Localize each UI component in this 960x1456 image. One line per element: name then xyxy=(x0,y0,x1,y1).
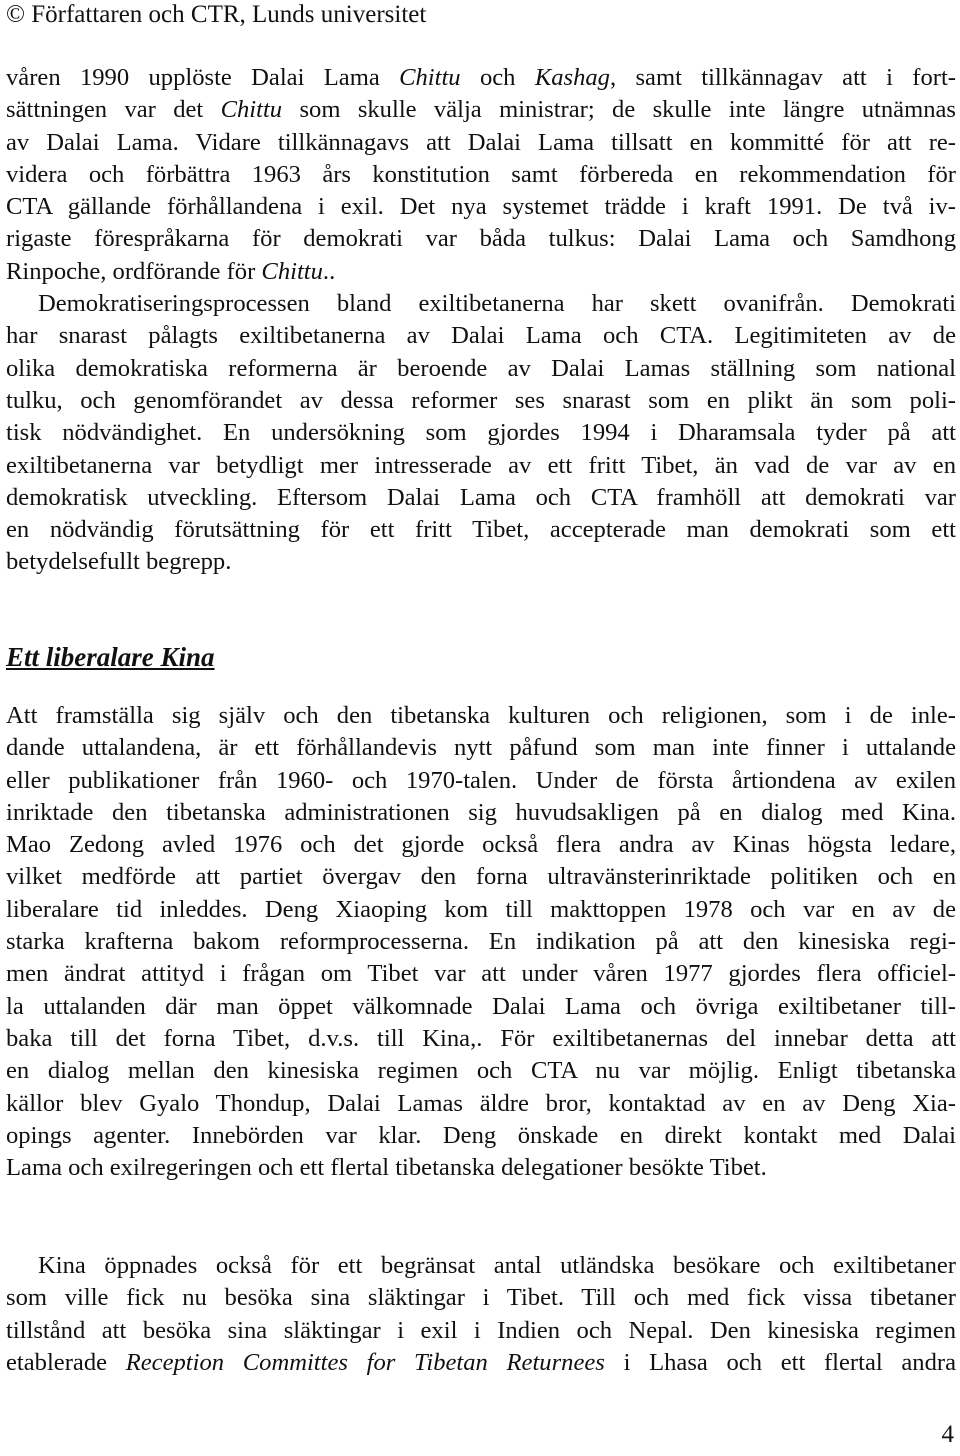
paragraph-democratization xyxy=(6,62,956,579)
text-line: Demokratiseringsprocessen bland exiltibetanerna har skett ovanifrån. Demokrati xyxy=(38,290,956,318)
text-line: betydelsefullt begrepp. xyxy=(6,548,232,576)
text-line: Lama och exilregeringen och ett flertal tibetanska delegationer besökte Tibet. xyxy=(6,1154,767,1182)
text-line: demokratisk utveckling. Eftersom Dalai Lama och CTA framhöll att demokrati var xyxy=(6,483,956,511)
text-line: CTA gällande förhållandena i exil. Det nya systemet trädde i kraft 1991. De två iv- xyxy=(6,193,956,221)
text-line: eller publikationer från 1960- och 1970-talen. Under de första årtiondena av exilen xyxy=(6,766,956,794)
text-line: som ville fick nu besöka sina släktingar i Tibet. Till och med fick vissa tibetaner xyxy=(6,1284,956,1312)
text-line: våren 1990 upplöste Dalai Lama Chittu och Kashag, samt tillkännagav att i fort- xyxy=(6,64,956,91)
text-line: tisk nödvändighet. En undersökning som gjordes 1994 i Dharamsala tyder på att xyxy=(6,419,956,447)
text-line: en dialog mellan den kinesiska regimen och CTA nu var möjlig. Enligt tibetanska xyxy=(6,1057,956,1085)
text-line: sättningen var det Chittu som skulle välja ministrar; de skulle inte längre utnämnas xyxy=(6,96,957,124)
text-line: en nödvändig förutsättning för ett fritt Tibet, accepterade man demokrati som ett xyxy=(6,516,956,544)
text-line: la uttalanden där man öppet välkomnade Dalai Lama och övriga exiltibetaner till- xyxy=(6,992,956,1020)
text-line: men ändrat attityd i frågan om Tibet var att under våren 1977 gjordes flera officiel- xyxy=(6,960,956,988)
paragraph-liberal-china xyxy=(6,700,956,1184)
text-line: har snarast pålagts exiltibetanerna av Dalai Lama och CTA. Legitimiteten av de xyxy=(6,322,956,350)
text-line: baka till det forna Tibet, d.v.s. till Kina,. För exiltibetanernas del innebar detta att xyxy=(6,1024,956,1052)
text-line: liberalare tid inleddes. Deng Xiaoping kom till makttoppen 1978 och var en av de xyxy=(6,895,956,923)
text-line: dande uttalandena, är ett förhållandevis nytt påfund som man inte finner i uttalande xyxy=(6,734,956,762)
text-line: opings agenter. Innebörden var klar. Deng önskade en direkt kontakt med Dalai xyxy=(6,1121,956,1149)
text-line: av Dalai Lama. Vidare tillkännagavs att Dalai Lama tillsatt en kommitté för att re- xyxy=(6,128,956,156)
text-line: källor blev Gyalo Thondup, Dalai Lamas äldre bror, kontaktad av en av Deng Xia- xyxy=(6,1089,956,1117)
text-line: starka krafterna bakom reformprocesserna. En indikation på att den kinesiska regi- xyxy=(6,928,956,956)
text-line: Mao Zedong avled 1976 och det gjorde också flera andra av Kinas högsta ledare, xyxy=(6,831,956,859)
text-line: Rinpoche, ordförande för Chittu.. xyxy=(6,257,336,285)
text-line: tulku, och genomförandet av dessa reformer ses snarast som en plikt än som poli- xyxy=(6,386,956,414)
text-line: tillstånd att besöka sina släktingar i exil i Indien och Nepal. Den kinesiska regimen xyxy=(6,1316,956,1344)
text-line: Kina öppnades också för ett begränsat antal utländska besökare och exiltibetaner xyxy=(38,1252,956,1279)
text-line: Att framställa sig själv och den tibetanska kulturen och religionen, som i de inle- xyxy=(6,702,956,729)
page-number: 4 xyxy=(941,1421,954,1448)
text-line: olika demokratiska reformerna är beroende av Dalai Lamas ställning som national xyxy=(6,354,956,382)
text-line: rigaste förespråkarna för demokrati var båda tulkus: Dalai Lama och Samdhong xyxy=(6,225,956,253)
text-line: videra och förbättra 1963 års konstitution samt förbereda en rekommendation för xyxy=(6,160,956,188)
text-line: etablerade Reception Committes for Tibetan Returnees i Lhasa och ett flertal andra xyxy=(6,1348,956,1376)
section-heading: Ett liberalare Kina xyxy=(6,642,215,672)
text-line: inriktade den tibetanska administrationen sig huvudsakligen på en dialog med Kina. xyxy=(6,798,956,826)
text-line: exiltibetanerna var betydligt mer intresserade av ett fritt Tibet, än vad de var av en xyxy=(6,451,956,479)
page-header: © Författaren och CTR, Lunds universitet xyxy=(6,1,427,28)
paragraph-visitors xyxy=(6,1250,956,1379)
text-line: vilket medförde att partiet övergav den forna ultravänsterinriktade politiken och en xyxy=(6,863,956,891)
